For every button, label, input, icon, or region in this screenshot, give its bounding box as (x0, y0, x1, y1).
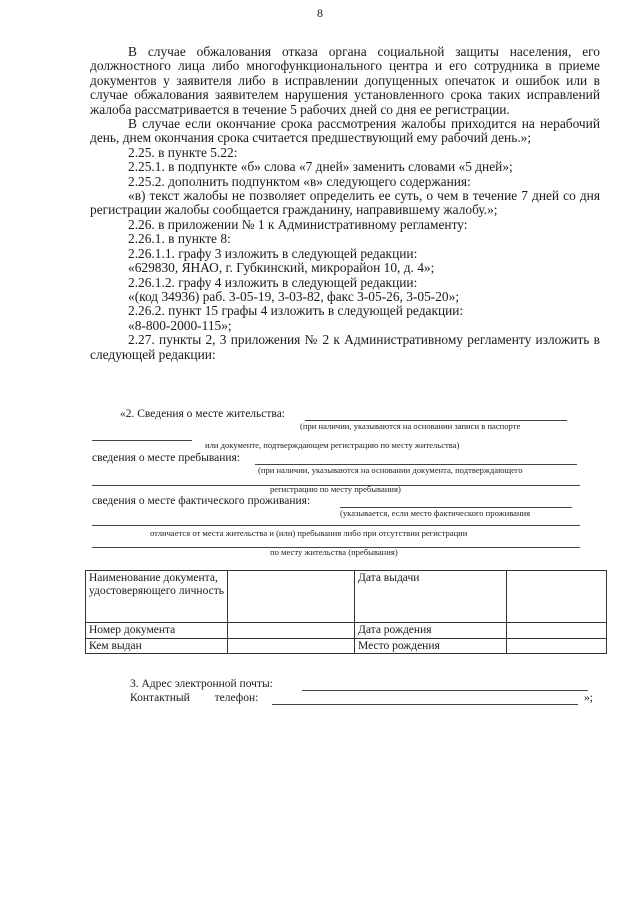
email-label: 3. Адрес электронной почты: (130, 678, 273, 690)
doc-name-label: Наименование документа, удостоверяющего личность (86, 571, 228, 623)
stay-label: сведения о месте пребывания: (92, 452, 241, 464)
actual-hint-2: отличается от места жительства и (или) пребывания либо при отсутствии регистрации (150, 528, 468, 538)
closing-quote: »; (584, 692, 593, 704)
paragraph-appeal: В случае обжалования отказа органа социальной защиты населения, его должностного лица либо многофункционального центра и его сотрудника в приеме документов у заявителя либо в исправлении допущенных опечаток и ошибок или в случае обжалования заявителем нарушения установленного срока таких исправлений жалоба рассматривается в течение 5 рабочих дней со дня ее регистрации. (90, 44, 600, 117)
identity-document-table (85, 570, 607, 654)
doc-number-label: Номер документа (86, 623, 228, 639)
hotline-value: «8-800-2000-115»; (128, 317, 232, 333)
item-2-26-1-1: 2.26.1.1. графу 3 изложить в следующей редакции: (128, 245, 418, 261)
actual-field-line-2 (92, 525, 580, 526)
item-2-25: 2.25. в пункте 5.22: (128, 144, 238, 160)
item-2-26: 2.26. в приложении № 1 к Административному регламенту: (128, 216, 468, 232)
residence-label: «2. Сведения о месте жительства: (120, 408, 285, 420)
item-2-26-1-2: 2.26.1.2. графу 4 изложить в следующей редакции: (128, 274, 418, 290)
table-row (86, 638, 607, 654)
paragraph-quote-v: «в) текст жалобы не позволяет определить ее суть, о чем в течение 7 дней со дня регистрации жалобы сообщается гражданину, направившему жалобу.»; (90, 188, 600, 218)
birth-date-label: Дата рождения (355, 623, 507, 639)
actual-hint-3: по месту жительства (пребывания) (270, 547, 398, 557)
issue-date-label: Дата выдачи (355, 571, 507, 623)
birth-place-label: Место рождения (355, 638, 507, 654)
paragraph-deadline: В случае если окончание срока рассмотрения жалобы приходится на нерабочий день, днем окончания срока считается предшествующий ему рабочий день.»; (90, 116, 600, 146)
address-value: «629830, ЯНАО, г. Губкинский, микрорайон 10, д. 4»; (128, 260, 435, 276)
birth-date-value (507, 623, 607, 639)
table-row (86, 571, 607, 623)
issued-by-value (228, 638, 355, 654)
issued-by-label: Кем выдан (86, 638, 228, 654)
stay-hint-1: (при наличии, указываются на основании документа, подтверждающего (258, 465, 523, 475)
phone-label: Контактный телефон: (130, 692, 259, 704)
residence-field-line-2 (92, 440, 192, 441)
stay-hint-2: регистрацию по месту пребывания) (270, 484, 401, 494)
item-2-26-2: 2.26.2. пункт 15 графы 4 изложить в следующей редакции: (128, 303, 464, 319)
page-number: 8 (317, 6, 323, 20)
residence-hint-2: или документе, подтверждающем регистрацию по месту жительства) (205, 440, 460, 450)
issue-date-value (507, 571, 607, 623)
doc-name-value (228, 571, 355, 623)
item-2-25-2: 2.25.2. дополнить подпунктом «в» следующего содержания: (128, 173, 471, 189)
doc-number-value (228, 623, 355, 639)
table-row (86, 623, 607, 639)
phone-field-line (272, 704, 578, 705)
residence-hint-1: (при наличии, указываются на основании записи в паспорте (300, 421, 521, 431)
actual-label: сведения о месте фактического проживания: (92, 495, 311, 507)
actual-hint-1: (указывается, если место фактического проживания (340, 508, 531, 518)
item-2-25-1: 2.25.1. в подпункте «б» слова «7 дней» заменить словами «5 дней»; (128, 159, 513, 175)
item-2-26-1: 2.26.1. в пункте 8: (128, 231, 231, 247)
phone-value: «(код 34936) раб. 3-05-19, 3-03-82, факс 3-05-26, 3-05-20»; (128, 288, 460, 304)
paragraph-2-27: 2.27. пункты 2, 3 приложения № 2 к Административному регламенту изложить в следующей редакции: (90, 332, 600, 362)
email-field-line (302, 690, 588, 691)
document-body (90, 45, 600, 362)
birth-place-value (507, 638, 607, 654)
